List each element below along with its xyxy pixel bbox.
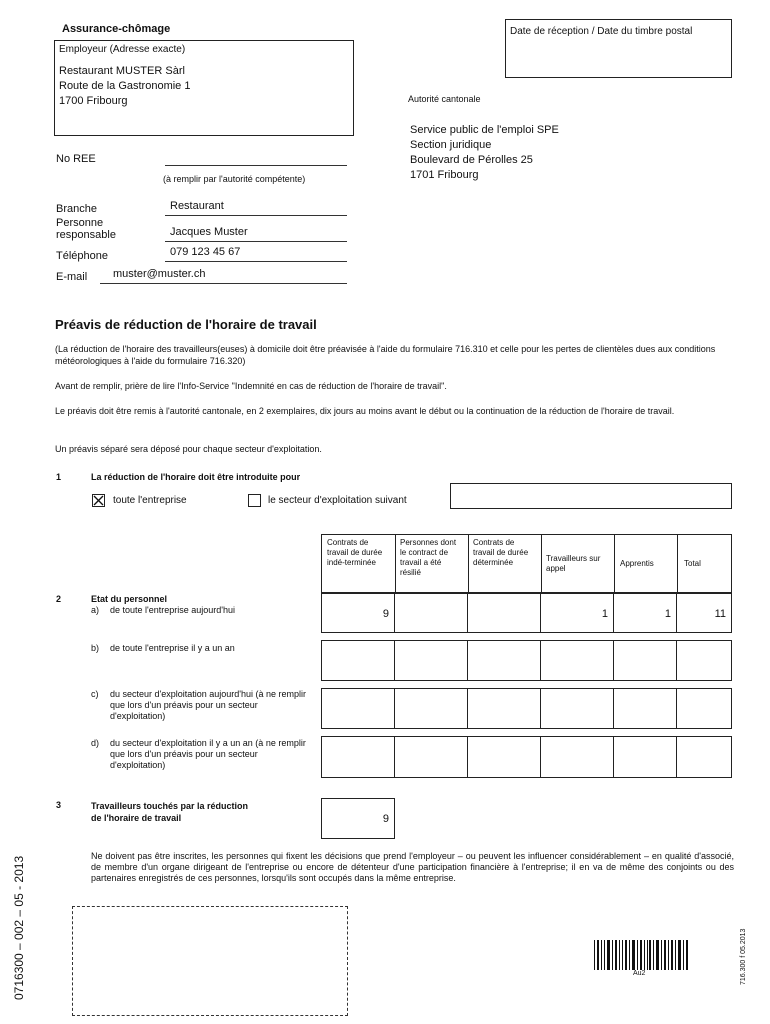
stamp-box[interactable]: [72, 906, 348, 1016]
row-c-cell-6[interactable]: [676, 688, 732, 729]
email-field[interactable]: muster@muster.ch: [113, 268, 206, 280]
affected-workers-field[interactable]: [321, 798, 395, 839]
employer-name: Restaurant MUSTER Sàrl: [59, 65, 185, 77]
col-header-indefinite: Contrats de travail de durée indé-terminée: [327, 538, 383, 567]
phone-label: Téléphone: [56, 250, 108, 262]
sector-input[interactable]: [450, 483, 732, 509]
row-a-cell-3[interactable]: [467, 593, 541, 633]
row-d-cell-5[interactable]: [613, 736, 677, 778]
row-a-value-4: 1: [601, 608, 608, 620]
person-field[interactable]: Jacques Muster: [170, 226, 248, 238]
employer-label: Employeur (Adresse exacte): [59, 44, 186, 55]
person-label: [56, 217, 116, 241]
authority-line-4: 1701 Fribourg: [410, 169, 479, 181]
row-d-cell-1[interactable]: [321, 736, 395, 778]
person-label-line-1: Personne: [56, 217, 104, 229]
section-1-number: 1: [56, 472, 62, 482]
branch-field[interactable]: Restaurant: [170, 200, 224, 212]
intro-paragraph-2: Avant de remplir, prière de lire l'Info-Service "Indemnité en cas de réduction de l'horaire de travail".: [55, 381, 447, 391]
section-3-note: Ne doivent pas être inscrites, les personnes qui fixent les décisions que prend l'employeur – ou peuvent les influencer considérablement – en qualité d'associé, de membre d'un organe dirigeant de l'entreprise ou encore de détenteur d'une participation financière à l'entreprise; il en va de même des conjoints ou des partenaires enregistrés de ces personnes, lorsqu'ils sont occupés dans la même entreprise.: [91, 851, 734, 883]
col-header-fixed-term: Contrats de travail de durée déterminée: [473, 538, 529, 567]
row-b-cell-3[interactable]: [467, 640, 541, 681]
row-d-cell-6[interactable]: [676, 736, 732, 778]
row-d-label: du secteur d'exploitation il y a un an (à ne remplir que lors d'un préavis pour un secteur d'exploitation): [110, 738, 306, 770]
section-1-title: La réduction de l'horaire doit être introduite pour: [91, 472, 301, 482]
authority-line-3: Boulevard de Pérolles 25: [410, 154, 533, 166]
authority-line-1: Service public de l'emploi SPE: [410, 124, 559, 136]
employer-city: 1700 Fribourg: [59, 95, 128, 107]
row-d-cell-3[interactable]: [467, 736, 541, 778]
row-a-cell-1[interactable]: [321, 593, 395, 633]
section-2-number: 2: [56, 594, 62, 604]
barcode-icon: [594, 940, 688, 970]
col-header-apprentices: Apprentis: [620, 559, 654, 568]
row-a-cell-4[interactable]: [540, 593, 614, 633]
email-label: E-mail: [56, 271, 88, 283]
row-c-letter: c): [91, 689, 99, 699]
row-b-label: de toute l'entreprise il y a un an: [110, 643, 235, 653]
branch-underline: [165, 214, 347, 216]
row-d-cell-4[interactable]: [540, 736, 614, 778]
row-c-cell-3[interactable]: [467, 688, 541, 729]
affected-workers-value: 9: [382, 813, 389, 825]
ree-label: No REE: [56, 153, 96, 165]
ree-note: (à remplir par l'autorité compétente): [163, 174, 306, 184]
employer-street: Route de la Gastronomie 1: [59, 80, 191, 92]
staff-table-header: [321, 534, 732, 593]
row-b-cell-2[interactable]: [394, 640, 468, 681]
row-d-letter: d): [91, 738, 100, 748]
row-a-value-6: 11: [714, 608, 726, 620]
whole-company-checkbox[interactable]: [92, 494, 105, 507]
authority-label: Autorité cantonale: [408, 94, 481, 104]
row-c-cell-2[interactable]: [394, 688, 468, 729]
section-3-title-line-2: de l'horaire de travail: [91, 813, 182, 823]
phone-field[interactable]: 079 123 45 67: [170, 246, 241, 258]
branch-label: Branche: [56, 203, 97, 215]
whole-company-label: toute l'entreprise: [113, 495, 187, 506]
section-3-number: 3: [56, 800, 62, 810]
side-form-code: 0716300 – 002 – 05 - 2013: [12, 855, 26, 1000]
row-a-cell-5[interactable]: [613, 593, 677, 633]
intro-paragraph-1: (La réduction de l'horaire des travailleurs(euses) à domicile doit être préavisée à l'aide du formulaire 716.310 et celle pour les pertes de clientèles dues aux conditions météorologiques à l'aide du formulaire 716.320): [55, 344, 716, 366]
barcode-label: Au2: [633, 970, 646, 977]
sector-checkbox[interactable]: [248, 494, 261, 507]
email-underline: [100, 282, 347, 284]
sector-label: le secteur d'exploitation suivant: [268, 495, 407, 506]
row-c-label: du secteur d'exploitation aujourd'hui (à ne remplir que lors d'un préavis pour un secteur d'exploitation): [110, 689, 307, 721]
row-d-cell-2[interactable]: [394, 736, 468, 778]
row-c-cell-5[interactable]: [613, 688, 677, 729]
row-a-letter: a): [91, 605, 100, 615]
row-b-cell-6[interactable]: [676, 640, 732, 681]
authority-line-2: Section juridique: [410, 139, 492, 151]
section-3-title-line-1: Travailleurs touchés par la réduction: [91, 801, 249, 811]
row-b-letter: b): [91, 643, 100, 653]
col-header-on-call: Travailleurs sur appel: [546, 554, 601, 573]
form-version-code: 716.300 f 05.2013: [740, 928, 747, 985]
col-header-total: Total: [684, 559, 701, 568]
person-label-line-2: responsable: [56, 229, 116, 241]
reception-date-box[interactable]: [505, 19, 732, 78]
row-c-cell-1[interactable]: [321, 688, 395, 729]
ree-underline: [165, 164, 347, 166]
section-3-title: [91, 800, 248, 824]
row-a-value-5: 1: [664, 608, 671, 620]
col-header-terminated: Personnes dont le contract de travail a été résilié: [400, 538, 457, 577]
authority-address: [410, 123, 559, 183]
row-a-cell-2[interactable]: [394, 593, 468, 633]
phone-underline: [165, 260, 347, 262]
intro-paragraph-4: Un préavis séparé sera déposé pour chaque secteur d'exploitation.: [55, 444, 322, 454]
row-a-cell-6[interactable]: [676, 593, 732, 633]
row-b-cell-1[interactable]: [321, 640, 395, 681]
employer-box[interactable]: [54, 40, 354, 136]
checkmark-x-icon: [93, 495, 104, 506]
form-header-title: Assurance-chômage: [62, 23, 171, 35]
form-title: Préavis de réduction de l'horaire de travail: [55, 317, 317, 332]
reception-date-label: Date de réception / Date du timbre postal: [510, 26, 693, 37]
row-c-cell-4[interactable]: [540, 688, 614, 729]
row-b-cell-4[interactable]: [540, 640, 614, 681]
row-b-cell-5[interactable]: [613, 640, 677, 681]
intro-paragraph-3: Le préavis doit être remis à l'autorité cantonale, en 2 exemplaires, dix jours au moins avant le début ou la continuation de la réduction de l'horaire de travail.: [55, 406, 675, 416]
section-2-title: Etat du personnel: [91, 594, 168, 604]
employer-address: [59, 64, 190, 109]
row-a-label: de toute l'entreprise aujourd'hui: [110, 605, 236, 615]
row-a-value-1: 9: [382, 608, 389, 620]
person-underline: [165, 240, 347, 242]
